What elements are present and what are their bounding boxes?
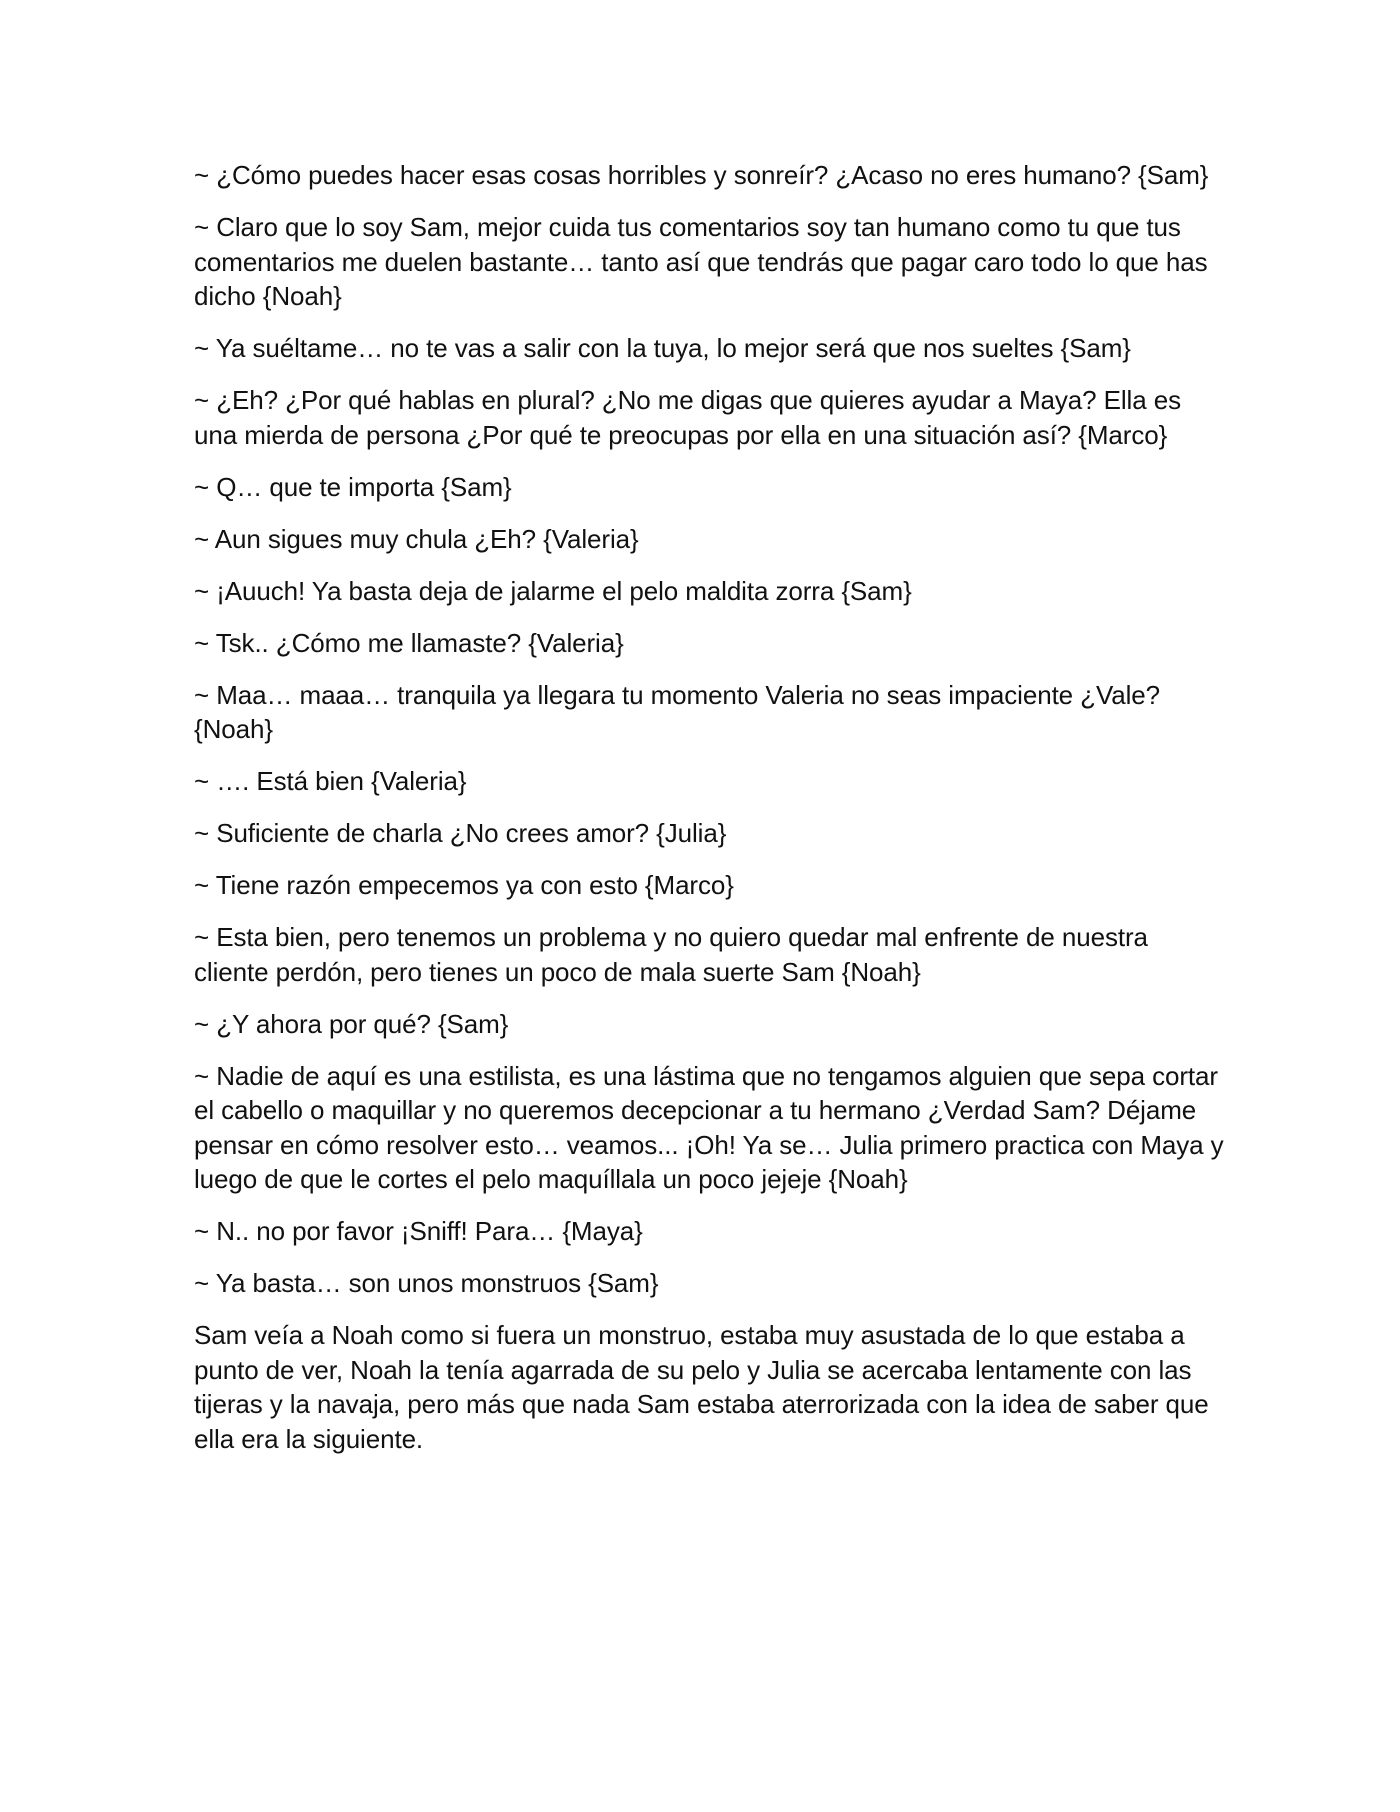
narration-paragraph: Sam veía a Noah como si fuera un monstruo, estaba muy asustada de lo que estaba a punto de ver, Noah la tenía agarrada de su pelo y Julia se acercaba lentamente con las tijeras y la navaja, pero más que nada Sam estaba aterrorizada con la idea de saber que ella era la siguiente. [194,1320,1209,1454]
dialogue-line: ~ ¿Y ahora por qué? {Sam} [194,1008,509,1039]
dialogue-line: ~ Nadie de aquí es una estilista, es una lástima que no tengamos alguien que sepa cortar el cabello o maquillar y no queremos decepcionar a tu hermano ¿Verdad Sam? Déjame pensar en cómo resolver esto… veamos... ¡Oh! Ya se… Julia primero practica con Maya y luego de que le cortes el pelo maquíllala un poco jejeje {Noah} [194,1060,1224,1194]
dialogue-line: ~ Tiene razón empecemos ya con esto {Marco} [194,870,734,900]
dialogue-line: ~ Maa… maaa… tranquila ya llegara tu momento Valeria no seas impaciente ¿Vale? {Noah} [194,679,1161,744]
dialogue-line: ~ Q… que te importa {Sam} [194,471,512,502]
dialogue-line: ~ Esta bien, pero tenemos un problema y no quiero quedar mal enfrente de nuestra cliente perdón, pero tienes un poco de mala suerte Sam {Noah} [194,922,1148,987]
document-body [194,158,1224,1474]
dialogue-line: ~ Ya basta… son unos monstruos {Sam} [194,1268,659,1298]
dialogue-line: ~ Ya suéltame… no te vas a salir con la tuya, lo mejor será que nos sueltes {Sam} [194,333,1131,363]
dialogue-line: ~ ¿Cómo puedes hacer esas cosas horribles y sonreír? ¿Acaso no eres humano? {Sam} [194,160,1209,190]
dialogue-line: ~ ¡Auuch! Ya basta deja de jalarme el pelo maldita zorra {Sam} [194,575,912,606]
dialogue-line: ~ ¿Eh? ¿Por qué hablas en plural? ¿No me digas que quieres ayudar a Maya? Ella es una mierda de persona ¿Por qué te preocupas por ella en una situación así? {Marco} [194,385,1181,450]
dialogue-line: ~ Aun sigues muy chula ¿Eh? {Valeria} [194,523,639,554]
dialogue-line: ~ …. Está bien {Valeria} [194,766,467,796]
dialogue-line: ~ Tsk.. ¿Cómo me llamaste? {Valeria} [194,627,624,658]
dialogue-line: ~ Claro que lo soy Sam, mejor cuida tus comentarios soy tan humano como tu que tus comentarios me duelen bastante… tanto así que tendrás que pagar caro todo lo que has dicho {Noah} [194,212,1208,311]
dialogue-line: ~ Suficiente de charla ¿No crees amor? {Julia} [194,818,727,848]
dialogue-line: ~ N.. no por favor ¡Sniff! Para… {Maya} [194,1216,643,1246]
